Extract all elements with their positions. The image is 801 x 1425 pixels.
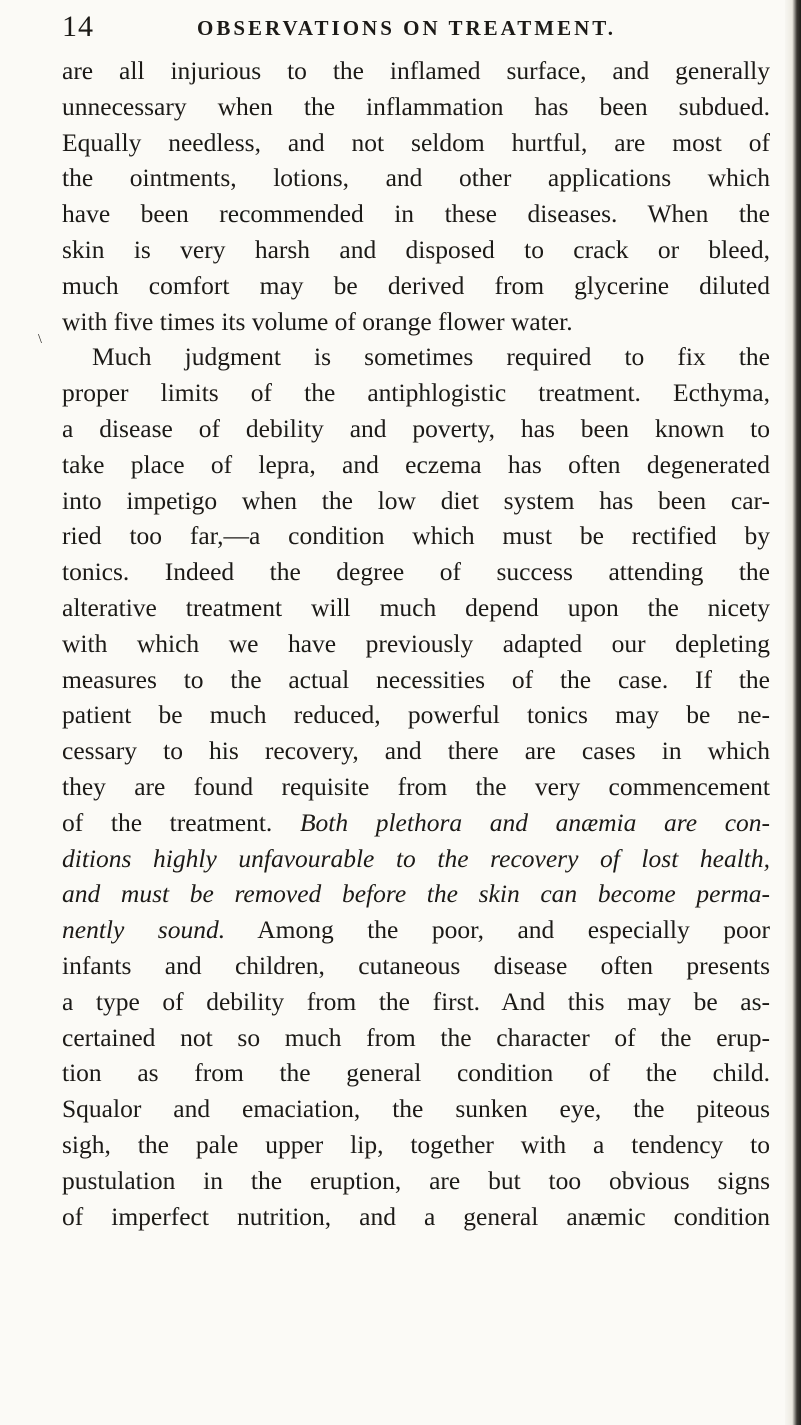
italic-text: Both plethora and anæmia are con-	[299, 807, 770, 837]
page-header	[62, 10, 777, 44]
text-line: a disease of debility and poverty, has been known to	[62, 413, 770, 443]
text-line: pustulation in the eruption, are but too obvious signs	[62, 1165, 770, 1195]
text-line: they are found requisite from the very commencement	[62, 771, 770, 801]
text-line: alterative treatment will much depend upon the nicety	[62, 592, 770, 622]
text-line: tion as from the general condition of the child.	[62, 1058, 770, 1088]
text-line: take place of lepra, and eczema has often degenerated	[62, 449, 770, 479]
text-line: Equally needless, and not seldom hurtful, are most of	[62, 127, 770, 157]
text-line: tonics. Indeed the degree of success attending the	[62, 557, 770, 587]
text-line: of imperfect nutrition, and a general anæmic condition	[62, 1201, 770, 1231]
running-head: OBSERVATIONS ON TREATMENT.	[197, 16, 616, 40]
roman-text: Among the poor, and especially poor	[225, 915, 770, 945]
text-line: unnecessary when the inflammation has been subdued.	[62, 91, 770, 121]
text-line: a type of debility from the first. And this may be as-	[62, 986, 770, 1016]
text-line: ried too far,—a condition which must be rectified by	[62, 521, 770, 551]
text-line: proper limits of the antiphlogistic treatment. Ecthyma,	[62, 378, 770, 408]
mixed-text-line	[62, 805, 770, 841]
mixed-text-line	[62, 912, 770, 948]
italic-line: ditions highly unfavourable to the recovery of lost health,	[62, 843, 770, 873]
text-line: with which we have previously adapted our depleting	[62, 628, 770, 658]
roman-text: of the treatment.	[62, 807, 300, 837]
page-edge-shadow	[785, 0, 801, 1425]
text-line: certained not so much from the character of the erup-	[62, 1022, 770, 1052]
text-line: Squalor and emaciation, the sunken eye, the piteous	[62, 1094, 770, 1124]
text-line: have been recommended in these diseases. When the	[62, 199, 770, 229]
text-line: infants and children, cutaneous disease often presents	[62, 950, 770, 980]
margin-mark: \	[38, 332, 42, 347]
text-line: the ointments, lotions, and other applications which	[62, 163, 770, 193]
text-line: are all injurious to the inflamed surface, and generally	[62, 56, 770, 85]
italic-text: nently sound.	[62, 915, 226, 945]
text-line: much comfort may be derived from glycerine diluted	[62, 270, 770, 300]
text-line: cessary to his recovery, and there are cases in which	[62, 736, 770, 766]
italic-line: and must be removed before the skin can become perma-	[62, 879, 770, 909]
text-line: skin is very harsh and disposed to crack or bleed,	[62, 234, 770, 264]
paragraph-start-line: Much judgment is sometimes required to fix the	[92, 342, 770, 372]
body-text	[62, 53, 770, 1234]
page-number: 14	[62, 10, 94, 43]
text-line: patient be much reduced, powerful tonics may be ne-	[62, 700, 770, 730]
text-line: measures to the actual necessities of the case. If the	[62, 664, 770, 694]
text-line: with five times its volume of orange flower water.	[62, 306, 573, 336]
text-line: sigh, the pale upper lip, together with a tendency to	[62, 1129, 770, 1159]
text-line: into impetigo when the low diet system has been car-	[62, 485, 770, 515]
